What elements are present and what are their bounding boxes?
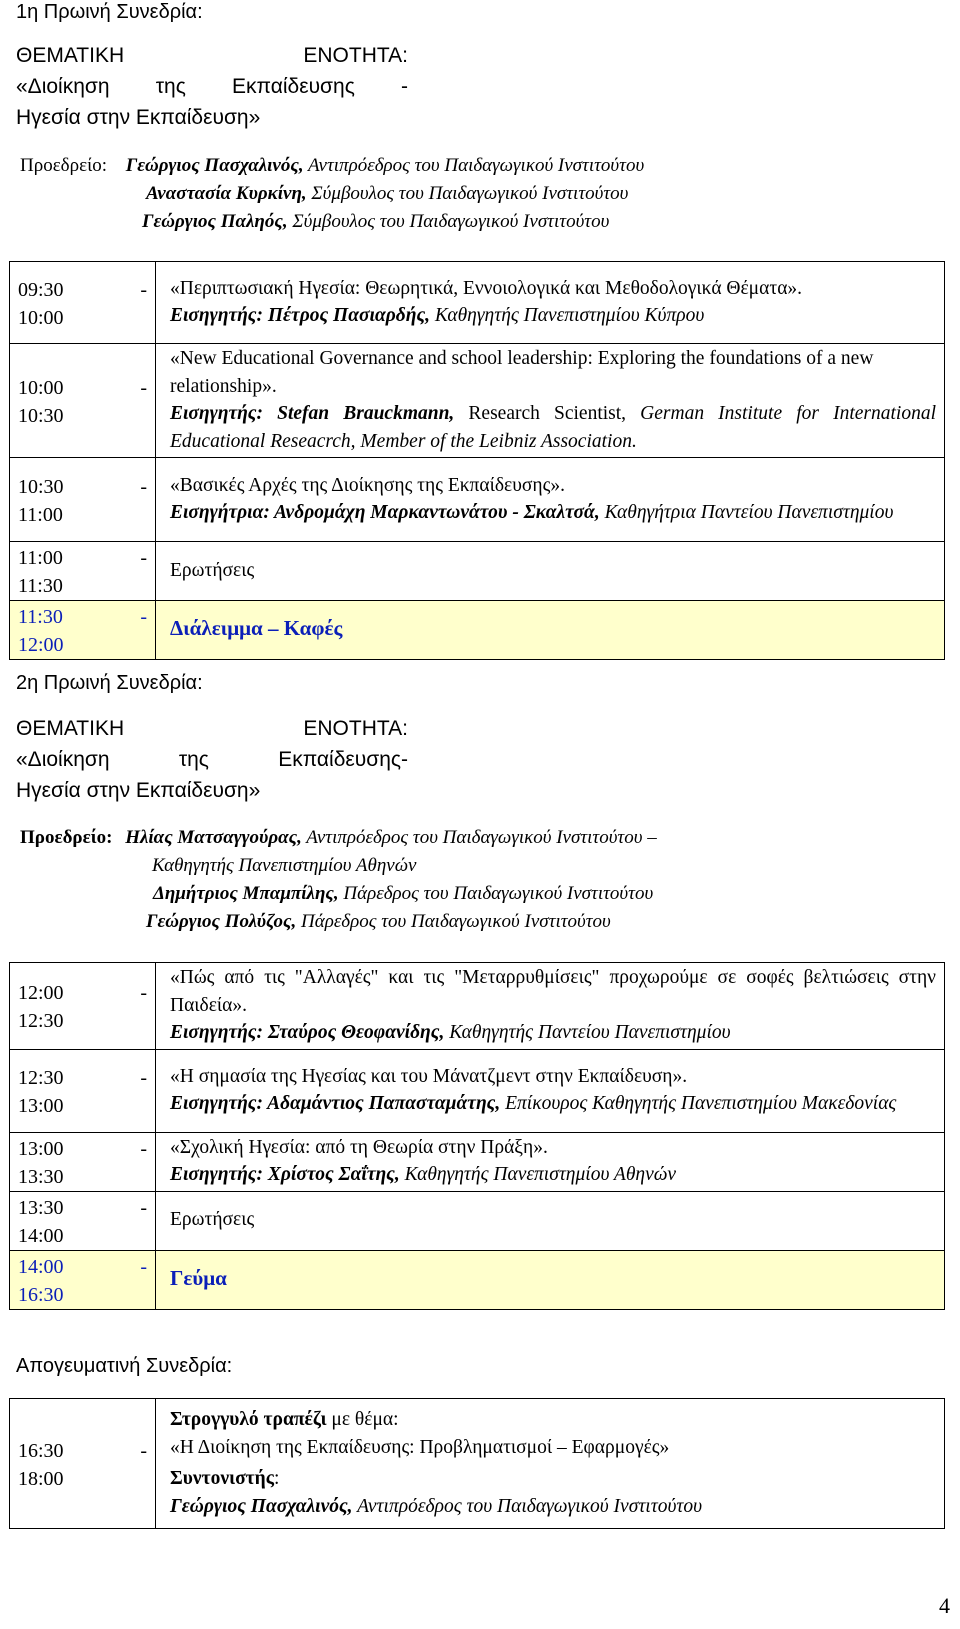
speaker-affiliation: Καθηγητής Πανεπιστημίου Κύπρου — [430, 305, 705, 326]
time-dash: - — [140, 981, 147, 1004]
presidium-role: Αντιπρόεδρος του Παιδαγωγικού Ινστιτούτου — [303, 155, 645, 176]
presidium-role: Αντιπρόεδρος του Παιδαγωγικού Ινστιτούτου – — [301, 827, 657, 848]
coordinator-label: Συντονιστής — [170, 1468, 274, 1489]
session-2-theme — [16, 713, 408, 806]
end-time: 12:00 — [18, 634, 64, 656]
time-cell — [10, 601, 156, 660]
session-2-schedule-table — [9, 962, 945, 1310]
theme-line: «Διοίκηση της Εκπαίδευσης- — [16, 748, 408, 771]
start-time: 10:30 — [18, 475, 64, 498]
talk-cell — [156, 1132, 945, 1191]
end-time: 13:00 — [18, 1094, 64, 1117]
talk-cell — [156, 1049, 945, 1132]
break-cell — [156, 1250, 945, 1309]
page-number: 4 — [939, 1593, 950, 1618]
presidium-role: Σύμβουλος του Παιδαγωγικού Ινστιτούτου — [287, 211, 610, 232]
start-time: 13:00 — [18, 1137, 64, 1160]
speaker-name: Εισηγητής: Σταύρος Θεοφανίδης, — [170, 1022, 445, 1043]
speaker-name: Εισηγητής: Αδαμάντιος Παπασταμάτης, — [170, 1093, 501, 1114]
start-time: 13:30 — [18, 1196, 64, 1219]
end-time: 10:00 — [18, 306, 64, 329]
talk-title: «Η σημασία της Ηγεσίας και του Μάνατζμεντ στην Εκπαίδευση». — [170, 1065, 688, 1087]
table-row — [10, 542, 945, 601]
time-dash: - — [140, 1196, 147, 1219]
talk-cell — [156, 542, 945, 601]
session-1-schedule-table — [9, 261, 945, 660]
time-cell — [10, 1250, 156, 1309]
presidium-name: Γεώργιος Πασχαλινός, — [125, 155, 304, 176]
presidium-name: Γεώργιος Πολύζος, — [146, 911, 297, 932]
table-row — [10, 1250, 945, 1309]
time-dash: - — [140, 376, 147, 399]
speaker-name: Εισηγητής: Χρίστος Σαΐτης, — [170, 1164, 400, 1185]
start-time: 11:30 — [18, 606, 63, 628]
presidium-row — [153, 880, 940, 908]
time-cell — [10, 262, 156, 344]
talk-cell — [156, 1191, 945, 1250]
table-row — [10, 458, 945, 542]
speaker-affiliation: Επίκουρος Καθηγητής Πανεπιστημίου Μακεδονίας — [500, 1093, 897, 1114]
roundtable-label: Στρογγυλό τραπέζι — [170, 1409, 327, 1430]
start-time: 12:30 — [18, 1066, 64, 1089]
presidium-row — [146, 908, 940, 936]
presidium-row — [20, 824, 940, 852]
end-time: 13:30 — [18, 1165, 64, 1188]
speaker-affiliation: Καθηγήτρια Παντείου Πανεπιστημίου — [599, 502, 894, 523]
break-label: Διάλειμμα – Καφές — [170, 616, 343, 641]
time-cell — [10, 1399, 156, 1529]
presidium-label: Προεδρείο: — [20, 827, 113, 848]
theme-line: ΘΕΜΑΤΙΚΗ ΕΝΟΤΗΤΑ: — [16, 44, 408, 67]
time-cell — [10, 1049, 156, 1132]
presidium-name: Ηλίας Ματσαγγούρας, — [125, 827, 302, 848]
time-dash: - — [140, 606, 147, 628]
theme-line: «Διοίκηση της Εκπαίδευσης - — [16, 75, 408, 98]
end-time: 11:30 — [18, 575, 63, 597]
start-time: 11:00 — [18, 547, 63, 569]
table-row — [10, 1399, 945, 1529]
coordinator-colon: : — [273, 1468, 280, 1489]
end-time: 12:30 — [18, 1009, 64, 1032]
talk-cell — [156, 344, 945, 458]
time-dash: - — [140, 475, 147, 498]
end-time: 11:00 — [18, 503, 63, 526]
speaker-affiliation: German Institute for International Educational Reseacrch, Member of the Leibniz Association. — [170, 403, 936, 452]
end-time: 10:30 — [18, 404, 64, 427]
presidium-row — [142, 208, 940, 236]
speaker-affiliation: Καθηγητής Πανεπιστημίου Αθηνών — [399, 1164, 676, 1185]
end-time: 14:00 — [18, 1224, 64, 1247]
start-time: 12:00 — [18, 981, 64, 1004]
time-cell — [10, 1132, 156, 1191]
time-dash: - — [140, 1255, 147, 1278]
time-cell — [10, 458, 156, 542]
speaker-name: Εισηγητής: Πέτρος Πασιαρδής, — [170, 305, 431, 326]
table-row — [10, 1049, 945, 1132]
table-row — [10, 262, 945, 344]
presidium-label: Προεδρείο: — [20, 155, 107, 176]
presidium-name: Αναστασία Κυρκίνη, — [146, 183, 307, 204]
theme-line: Ηγεσία στην Εκπαίδευση» — [16, 106, 261, 129]
presidium-row — [20, 152, 940, 180]
time-dash: - — [140, 278, 147, 301]
presidium-role: Πάρεδρος του Παιδαγωγικού Ινστιτούτου — [338, 883, 654, 904]
start-time: 16:30 — [18, 1439, 64, 1462]
questions-label: Ερωτήσεις — [170, 1209, 255, 1231]
presidium-role: Καθηγητής Πανεπιστημίου Αθηνών — [152, 855, 417, 876]
roundtable-cell — [156, 1399, 945, 1529]
session-1-heading: 1η Πρωινή Συνεδρία: — [16, 1, 203, 23]
table-row — [10, 601, 945, 660]
session-1-theme — [16, 40, 408, 133]
time-cell — [10, 1191, 156, 1250]
presidium-role: Πάρεδρος του Παιδαγωγικού Ινστιτούτου — [296, 911, 611, 932]
start-time: 14:00 — [18, 1255, 64, 1278]
session-2-heading: 2η Πρωινή Συνεδρία: — [16, 672, 203, 694]
theme-line: ΘΕΜΑΤΙΚΗ ΕΝΟΤΗΤΑ: — [16, 717, 408, 740]
session-3-schedule-table — [9, 1398, 945, 1529]
talk-title: «Σχολική Ηγεσία: από τη Θεωρία στην Πράξη». — [170, 1136, 548, 1158]
talk-title: «New Educational Governance and school leadership: Exploring the foundations of a new relationship». — [170, 348, 874, 397]
talk-title: «Βασικές Αρχές της Διοίκησης της Εκπαίδευσης». — [170, 474, 565, 496]
time-dash: - — [140, 1066, 147, 1089]
talk-cell — [156, 262, 945, 344]
theme-line: Ηγεσία στην Εκπαίδευση» — [16, 779, 261, 802]
speaker-name: Εισηγητής: Stefan Brauckmann, — [170, 403, 455, 424]
coordinator-name: Γεώργιος Πασχαλινός, — [170, 1495, 353, 1517]
presidium-role: Σύμβουλος του Παιδαγωγικού Ινστιτούτου — [306, 183, 629, 204]
table-row — [10, 1132, 945, 1191]
session-2-presidium — [20, 824, 940, 936]
coordinator-role: Αντιπρόεδρος του Παιδαγωγικού Ινστιτούτου — [352, 1495, 703, 1517]
speaker-name: Εισηγήτρια: Ανδρομάχη Μαρκαντωνάτου - Σκαλτσά, — [170, 502, 600, 523]
table-row — [10, 963, 945, 1050]
table-row — [10, 1191, 945, 1250]
presidium-name: Γεώργιος Παληός, — [142, 211, 288, 232]
time-cell — [10, 963, 156, 1050]
speaker-affiliation: Καθηγητής Παντείου Πανεπιστημίου — [444, 1022, 731, 1043]
questions-label: Ερωτήσεις — [170, 559, 255, 581]
talk-title: «Περιπτωσιακή Ηγεσία: Θεωρητικά, Εννοιολογικά και Μεθοδολογικά Θέματα». — [170, 277, 803, 299]
start-time: 09:30 — [18, 278, 64, 301]
talk-cell — [156, 963, 945, 1050]
roundtable-suffix: με θέμα: — [326, 1409, 399, 1430]
break-cell — [156, 601, 945, 660]
time-cell — [10, 542, 156, 601]
time-cell — [10, 344, 156, 458]
session-3-heading: Απογευματινή Συνεδρία: — [16, 1355, 233, 1377]
presidium-name: Δημήτριος Μπαμπίλης, — [153, 883, 339, 904]
start-time: 10:00 — [18, 376, 64, 399]
time-dash: - — [140, 1137, 147, 1160]
break-label: Γεύμα — [170, 1265, 227, 1290]
roundtable-topic: «Η Διοίκηση της Εκπαίδευσης: Προβληματισμοί – Εφαρμογές» — [170, 1436, 670, 1458]
presidium-row — [152, 852, 940, 880]
end-time: 18:00 — [18, 1467, 64, 1490]
presidium-row — [146, 180, 940, 208]
time-dash: - — [140, 547, 147, 569]
table-row — [10, 344, 945, 458]
speaker-position: Research Scientist, — [454, 403, 627, 424]
talk-title: «Πώς από τις "Αλλαγές" και τις "Μεταρρυθμίσεις" προχωρούμε σε σοφές βελτιώσεις στην Παιδεία». — [170, 967, 936, 1016]
talk-cell — [156, 458, 945, 542]
time-dash: - — [140, 1439, 147, 1462]
end-time: 16:30 — [18, 1283, 64, 1306]
session-1-presidium — [20, 152, 940, 236]
